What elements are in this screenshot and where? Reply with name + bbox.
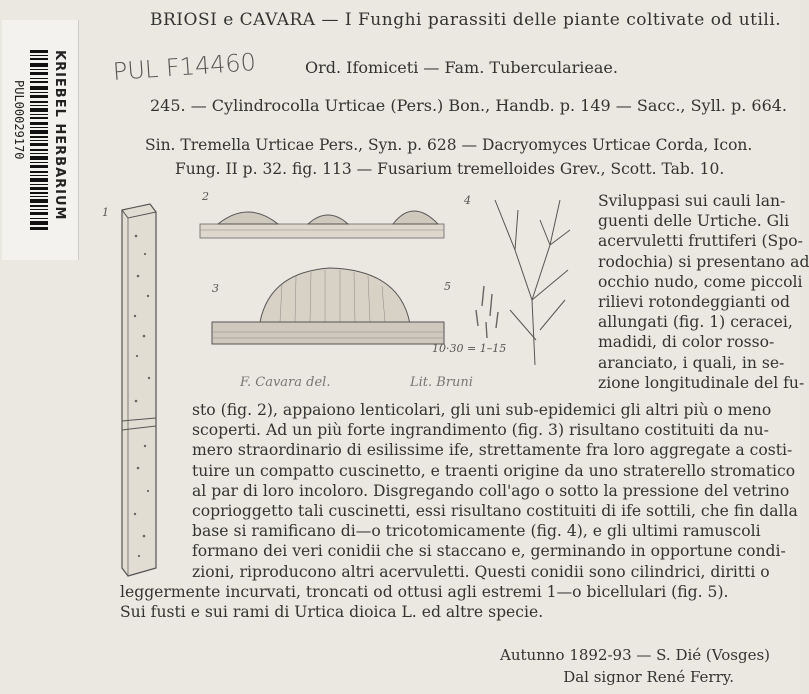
classification: Ord. Ifomiceti — Fam. Tubercularieae. bbox=[305, 58, 618, 77]
description-right bbox=[598, 191, 809, 393]
handwritten-accession: PUL F14460 bbox=[112, 48, 257, 86]
desc-line: acervuletti fruttiferi (Spo- bbox=[598, 232, 803, 251]
desc-line: sto (fig. 2), appaiono lenticolari, gli uni sub-epidemici gli altri più o meno bbox=[192, 401, 772, 419]
fig-label-3: 3 bbox=[212, 282, 219, 295]
locality-line-2: Dal signor René Ferry. bbox=[563, 668, 734, 686]
page-header bbox=[150, 10, 781, 30]
header-title: BRIOSI e CAVARA — I Funghi parassiti delle piante coltivate od utili. bbox=[150, 10, 782, 30]
barcode-bars bbox=[30, 50, 48, 230]
signature-right: Lit. Bruni bbox=[410, 375, 473, 390]
figure-5-conidia bbox=[432, 276, 520, 356]
plate-signatures bbox=[230, 368, 530, 394]
scale-label: 10·30 = 1–15 bbox=[432, 342, 507, 355]
species-heading: 245. — Cylindrocolla Urticae (Pers.) Bon., Handb. p. 149 — Sacc., Syll. p. 664. bbox=[150, 96, 788, 115]
description-main bbox=[120, 400, 798, 622]
desc-line: allungati (fig. 1) ceracei, bbox=[598, 313, 793, 332]
desc-line: tuire un compatto cuscinetto, e traenti origine da uno straterello stromatico bbox=[192, 461, 796, 480]
fig-label-5: 5 bbox=[444, 280, 451, 293]
desc-line: zione longitudinale del fu- bbox=[598, 373, 805, 392]
desc-line: madidi, di color rosso- bbox=[598, 333, 775, 352]
synonyms-line-1: Sin. Tremella Urticae Pers., Syn. p. 628 — Dacryomyces Urticae Corda, Icon. bbox=[145, 136, 753, 154]
desc-line: rilievi rotondeggianti od bbox=[598, 293, 791, 312]
barcode-number: PUL00029170 bbox=[12, 80, 26, 160]
desc-line: al par di loro incoloro. Disgregando coll'ago o sotto la pressione del vetrino bbox=[192, 481, 790, 500]
desc-line: occhio nudo, come piccoli bbox=[598, 272, 803, 291]
barcode-label bbox=[2, 20, 79, 260]
fig-label-4: 4 bbox=[464, 194, 471, 207]
fig-label-2: 2 bbox=[202, 190, 209, 203]
desc-line: formano dei veri conidii che si staccano e, germinando in opportune condi- bbox=[192, 542, 786, 561]
signature-left: F. Cavara del. bbox=[240, 375, 331, 390]
desc-line: scoperti. Ad un più forte ingrandimento (fig. 3) risultano costituiti da nu- bbox=[192, 421, 769, 440]
desc-line: mero straordinario di esilissime ife, strettamente fra loro aggregate a costi- bbox=[192, 441, 793, 460]
desc-line: base si ramificano di—o tricotomicamente (fig. 4), e gli ultimi ramuscoli bbox=[192, 522, 761, 541]
desc-line: rodochia) si presentano ad bbox=[598, 252, 809, 271]
desc-line: coprioggetto tali cuscinetti, essi risultano costituiti di ife sottili, che fin dalla bbox=[192, 502, 798, 521]
figure-3-cushion bbox=[210, 262, 450, 362]
fig-label-1: 1 bbox=[102, 206, 109, 219]
desc-line: zioni, riproducono altri acervuletti. Questi conidii sono cilindrici, diritti o bbox=[192, 562, 770, 581]
desc-line: aranciato, i quali, in se- bbox=[598, 353, 785, 372]
desc-line: guenti delle Urtiche. Gli bbox=[598, 212, 790, 231]
desc-line: Sui fusti e sui rami di Urtica dioica L. ed altre specie. bbox=[120, 603, 544, 622]
desc-line: Sviluppasi sui cauli lan- bbox=[598, 192, 786, 210]
herbarium-name: KRIEBEL HERBARIUM bbox=[52, 50, 67, 221]
desc-line: leggermente incurvati, troncati od ottusi agli estremi 1—o bicellulari (fig. 5). bbox=[120, 582, 729, 601]
figure-1-stem bbox=[100, 196, 180, 580]
figure-2-section bbox=[198, 186, 448, 246]
synonyms-line-2: Fung. II p. 32. fig. 113 — Fusarium tremelloides Grev., Scott. Tab. 10. bbox=[175, 160, 725, 178]
locality-line-1: Autunno 1892-93 — S. Dié (Vosges) bbox=[500, 646, 770, 664]
